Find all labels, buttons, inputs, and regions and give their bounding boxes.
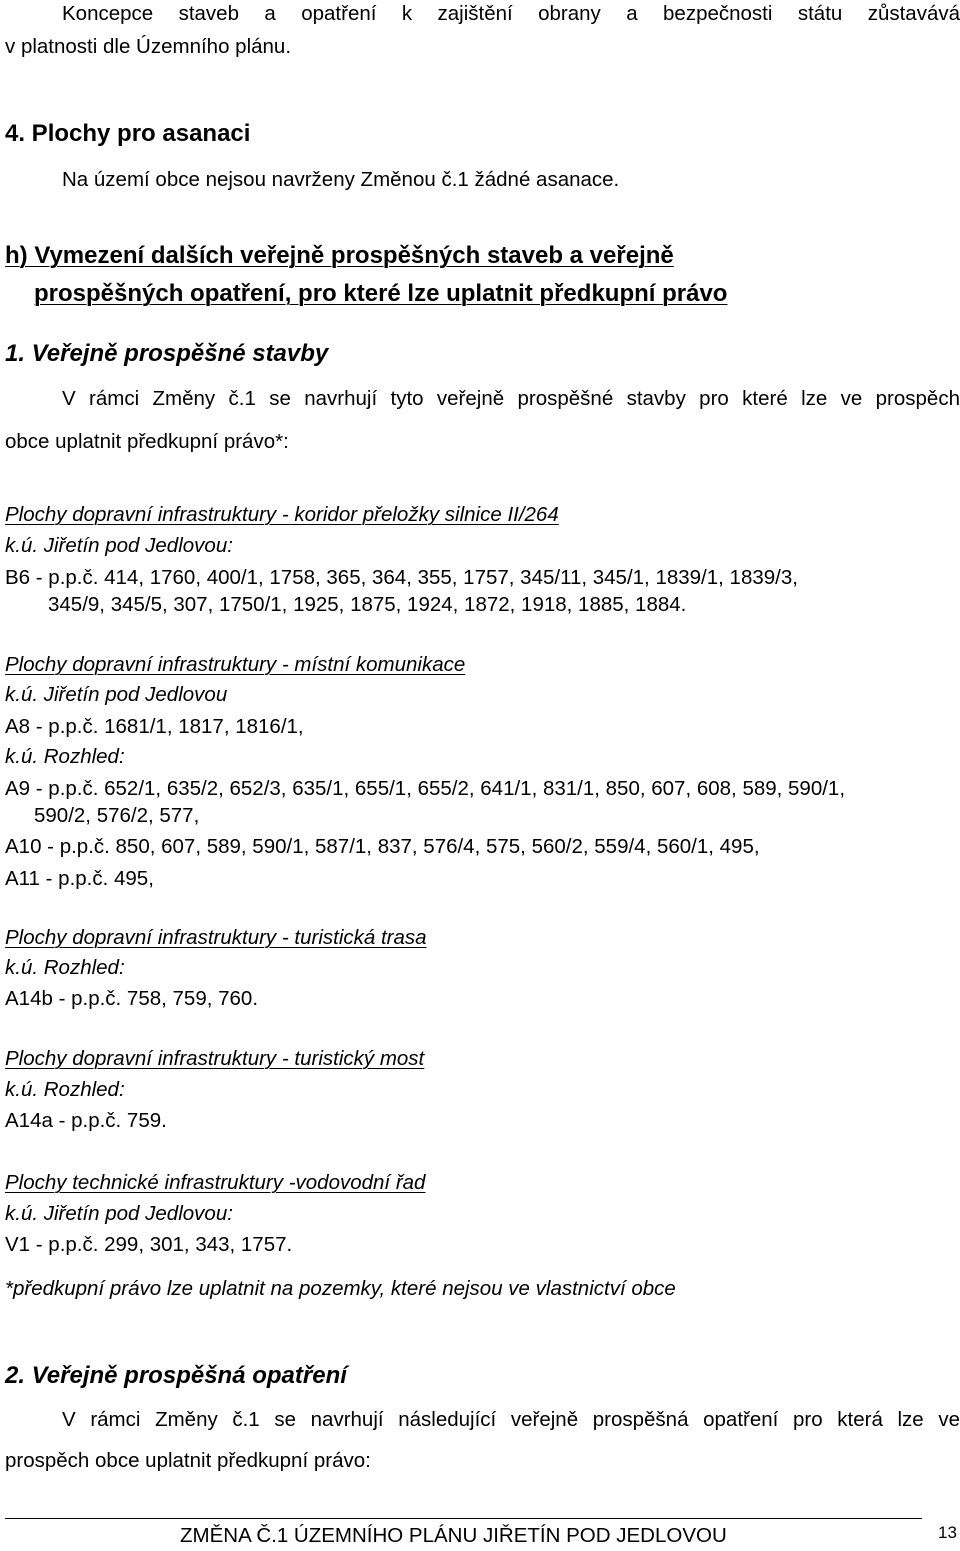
- cadastral-area-label: k.ú. Jiřetín pod Jedlovou: [5, 683, 228, 706]
- parcel-list-item: A9 - p.p.č. 652/1, 635/2, 652/3, 635/1, 655/1, 655/2, 641/1, 831/1, 850, 607, 608, 589, 590/1,: [5, 777, 846, 800]
- footer-title: ZMĚNA Č.1 ÚZEMNÍHO PLÁNU JIŘETÍN POD JEDLOVOU: [180, 1524, 727, 1547]
- parcel-list-item: A11 - p.p.č. 495,: [5, 867, 154, 890]
- group-title: Plochy dopravní infrastruktury - koridor přeložky silnice II/264: [5, 503, 559, 526]
- cadastral-area-label: k.ú. Rozhled:: [5, 1078, 125, 1101]
- intro-line-2: v platnosti dle Územního plánu.: [5, 35, 292, 58]
- parcel-list-item: A14a - p.p.č. 759.: [5, 1109, 167, 1132]
- parcel-list-item: V1 - p.p.č. 299, 301, 343, 1757.: [5, 1233, 293, 1256]
- section-4-text: Na území obce nejsou navrženy Změnou č.1 žádné asanace.: [62, 168, 620, 191]
- group-title: Plochy technické infrastruktury -vodovodní řad: [5, 1171, 426, 1194]
- footer-rule: [5, 1518, 922, 1519]
- group-title: Plochy dopravní infrastruktury - místní komunikace: [5, 653, 466, 676]
- group-title: Plochy dopravní infrastruktury - turistická trasa: [5, 926, 427, 949]
- parcel-list-item: A14b - p.p.č. 758, 759, 760.: [5, 987, 259, 1010]
- intro-line-1: Koncepce staveb a opatření k zajištění obrany a bezpečnosti státu zůstavává: [62, 2, 960, 25]
- cadastral-area-label: k.ú. Jiřetín pod Jedlovou:: [5, 534, 233, 557]
- parcel-list-item: A8 - p.p.č. 1681/1, 1817, 1816/1,: [5, 715, 304, 738]
- subsection-1-text-line-2: obce uplatnit předkupní právo*:: [5, 430, 289, 453]
- section-h-heading-line-2: prospěšných opatření, pro které lze uplatnit předkupní právo: [34, 280, 728, 307]
- parcel-list-item-continued: 590/2, 576/2, 577,: [34, 804, 200, 827]
- subsection-2-text-line-1: V rámci Změny č.1 se navrhují následující veřejně prospěšná opatření pro která lze ve: [62, 1408, 960, 1431]
- parcel-list-item-continued: 345/9, 345/5, 307, 1750/1, 1925, 1875, 1924, 1872, 1918, 1885, 1884.: [48, 593, 687, 616]
- group-title: Plochy dopravní infrastruktury - turistický most: [5, 1047, 425, 1070]
- subsection-2-heading: 2. Veřejně prospěšná opatření: [5, 1362, 347, 1389]
- section-h-heading-line-1: h) Vymezení dalších veřejně prospěšných staveb a veřejně: [5, 242, 674, 269]
- section-4-heading: 4. Plochy pro asanaci: [5, 120, 251, 147]
- cadastral-area-label: k.ú. Rozhled:: [5, 745, 125, 768]
- cadastral-area-label: k.ú. Jiřetín pod Jedlovou:: [5, 1202, 233, 1225]
- page-number: 13: [938, 1523, 957, 1542]
- subsection-1-heading: 1. Veřejně prospěšné stavby: [5, 340, 329, 367]
- parcel-list-item: A10 - p.p.č. 850, 607, 589, 590/1, 587/1, 837, 576/4, 575, 560/2, 559/4, 560/1, 495,: [5, 835, 760, 858]
- footnote: *předkupní právo lze uplatnit na pozemky, které nejsou ve vlastnictví obce: [5, 1277, 676, 1300]
- parcel-list-item: B6 - p.p.č. 414, 1760, 400/1, 1758, 365, 364, 355, 1757, 345/11, 345/1, 1839/1, 1839/3,: [5, 566, 798, 589]
- subsection-1-text-line-1: V rámci Změny č.1 se navrhují tyto veřejně prospěšné stavby pro které lze ve prospěch: [62, 387, 960, 410]
- subsection-2-text-line-2: prospěch obce uplatnit předkupní právo:: [5, 1449, 371, 1472]
- cadastral-area-label: k.ú. Rozhled:: [5, 956, 125, 979]
